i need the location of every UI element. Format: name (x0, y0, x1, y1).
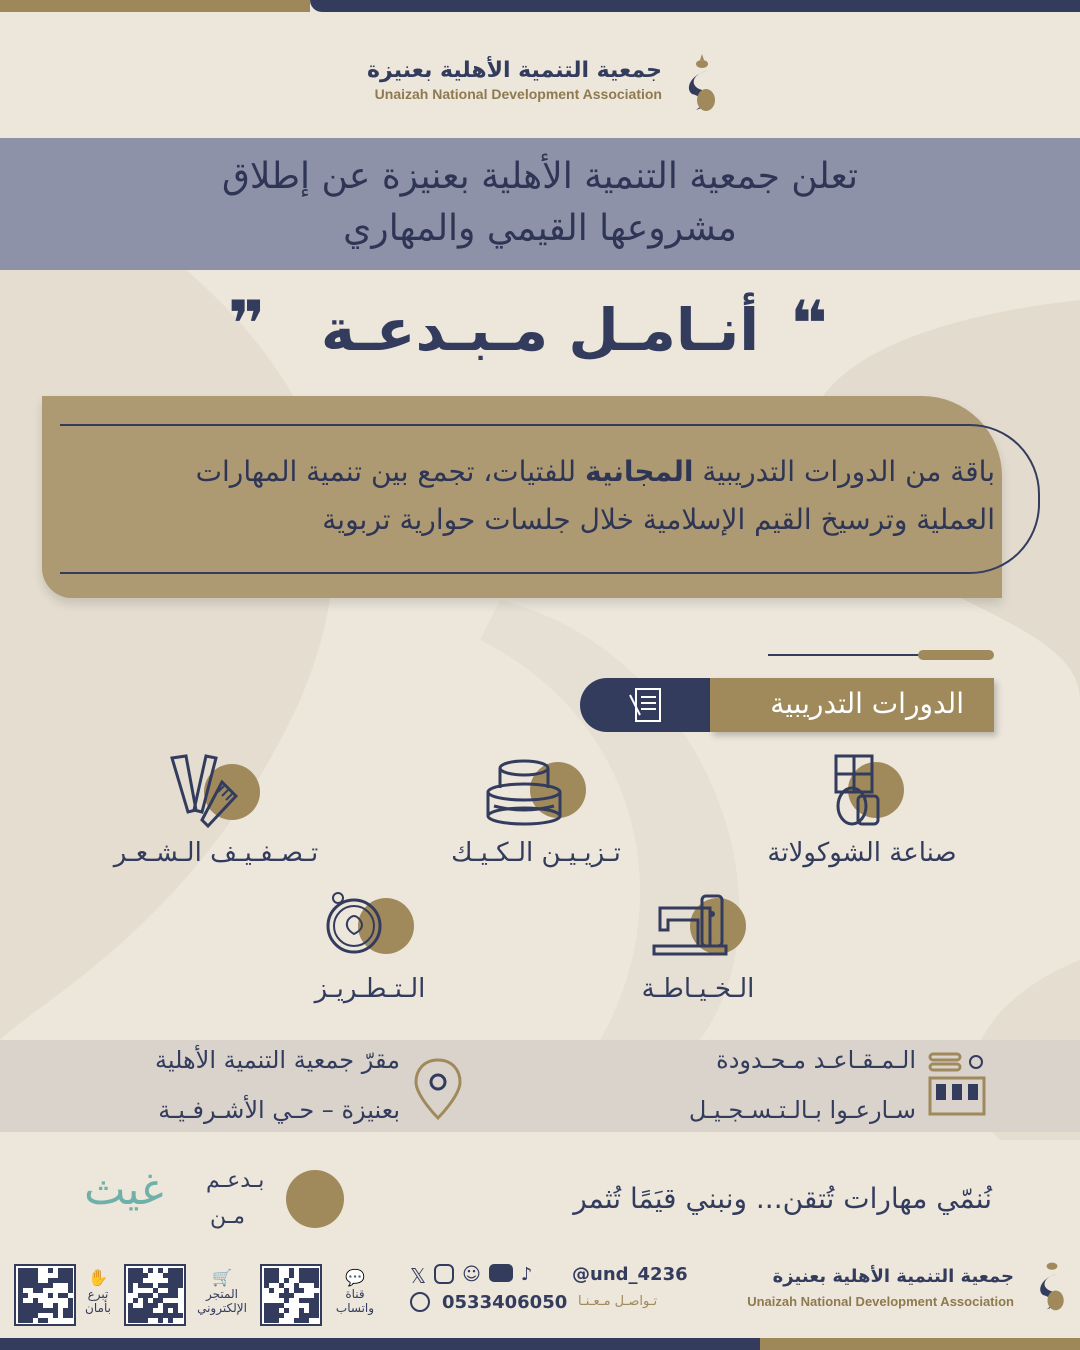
location-pin-icon (412, 1056, 464, 1122)
project-title: أنـامـل مـبـدعـة (320, 296, 760, 364)
sponsor-logo: غيث (84, 1164, 164, 1215)
qr-online-store[interactable] (124, 1264, 186, 1326)
description-highlight: المجانية (584, 455, 694, 488)
qr-whatsapp-label-text: قناة واتساب (335, 1287, 375, 1315)
courses-header (580, 678, 994, 732)
separator-pill (918, 650, 994, 660)
open-quote-icon: ❞ (228, 288, 266, 362)
tiktok-icon[interactable]: ♪ (520, 1264, 533, 1285)
qr-whatsapp-channel[interactable] (260, 1264, 322, 1326)
description-part-1: باقة من الدورات التدريبية (702, 455, 995, 488)
social-icons (410, 1264, 532, 1288)
course-label-cake: تـزيـيـن الـكـيـك (451, 838, 621, 868)
phone-number[interactable]: 0533406050 (442, 1292, 568, 1313)
qr-donate-label-text: تبرع بأمان (85, 1287, 111, 1315)
announcement-line-1: تعلن جمعية التنمية الأهلية بعنيزة عن إطلاق (221, 156, 859, 197)
org-name-arabic: جمعية التنمية الأهلية بعنيزة (367, 58, 662, 83)
footer-org-name-arabic: جمعية التنمية الأهلية بعنيزة (772, 1266, 1014, 1287)
seats-limited-text: الـمـقـاعـد مـحـدودة (716, 1046, 916, 1074)
snapchat-icon[interactable]: ☺ (462, 1264, 481, 1285)
register-now-text: سـارعـوا بـالـتـسـجـيـل (688, 1096, 916, 1124)
top-accent-bar (0, 0, 310, 12)
whatsapp-icon[interactable] (410, 1292, 430, 1312)
project-title-row (0, 288, 1080, 364)
course-label-sewing: الـخـيـاطـة (641, 974, 755, 1004)
qr-store-label-text: المتجر الإلكتروني (197, 1287, 247, 1315)
donate-hand-icon: ✋ (88, 1268, 108, 1287)
qr-store-label (190, 1268, 254, 1315)
description-line-2: العملية وترسيخ القيم الإسلامية خلال جلسات حوارية تربوية (322, 503, 995, 536)
social-handle[interactable]: @und_4236 (572, 1264, 688, 1285)
instagram-icon[interactable] (434, 1264, 454, 1284)
qr-whatsapp-label (330, 1268, 380, 1315)
announcement-line-2: مشروعها القيمي والمهاري (343, 208, 737, 249)
support-circle (286, 1170, 344, 1228)
announcement-band (0, 138, 1080, 270)
top-accent-bar-navy (310, 0, 1080, 12)
footer-org-name-english: Unaizah National Development Association (747, 1294, 1014, 1309)
description-text (55, 448, 995, 544)
course-label-embroidery: الـتـطـريـز (314, 974, 426, 1004)
cart-icon: 🛒 (212, 1268, 232, 1287)
qr-donate-label (76, 1268, 120, 1315)
courses-header-label: الدورات التدريبية (770, 687, 964, 720)
qr-pattern (126, 1266, 184, 1324)
youtube-icon[interactable] (489, 1264, 513, 1282)
location-line-2: بعنيزة – حـي الأشـرفـيـة (158, 1096, 400, 1124)
document-list-icon (626, 685, 666, 725)
location-line-1: مقرّ جمعية التنمية الأهلية (154, 1046, 400, 1074)
courses-header-gold-tab (710, 678, 994, 732)
footer-logo (1034, 1254, 1070, 1318)
org-name-english: Unaizah National Development Association (374, 86, 662, 102)
hair-styling-icon (166, 752, 246, 830)
qr-pattern (16, 1266, 74, 1324)
support-label-1: بـدعـم (206, 1168, 265, 1193)
org-logo (682, 50, 722, 114)
embroidery-icon (322, 890, 388, 956)
x-icon[interactable]: 𝕏 (410, 1264, 427, 1288)
close-quote-icon: ❝ (790, 288, 828, 362)
support-label-2: مـن (210, 1204, 245, 1229)
seats-icon (926, 1050, 988, 1120)
qr-donate[interactable] (14, 1264, 76, 1326)
contact-label: تـواصـل مـعـنـا (578, 1294, 658, 1309)
chocolate-icon (818, 752, 888, 830)
bottom-accent-bar-gold (760, 1338, 1080, 1350)
sewing-machine-icon (650, 890, 730, 958)
course-label-hair: تـصـفـيـف الـشـعـر (113, 838, 319, 868)
description-part-2: للفتيات، تجمع بين تنمية المهارات (195, 455, 577, 488)
course-label-chocolate: صناعة الشوكولاتة (767, 838, 957, 868)
chat-icon: 💬 (345, 1268, 365, 1287)
qr-pattern (262, 1266, 320, 1324)
bottom-accent-bar-navy (0, 1338, 760, 1350)
cake-icon (484, 756, 564, 828)
slogan: نُنمّي مهارات تُتقن... ونبني قيَمًا تُثمر (573, 1182, 992, 1215)
